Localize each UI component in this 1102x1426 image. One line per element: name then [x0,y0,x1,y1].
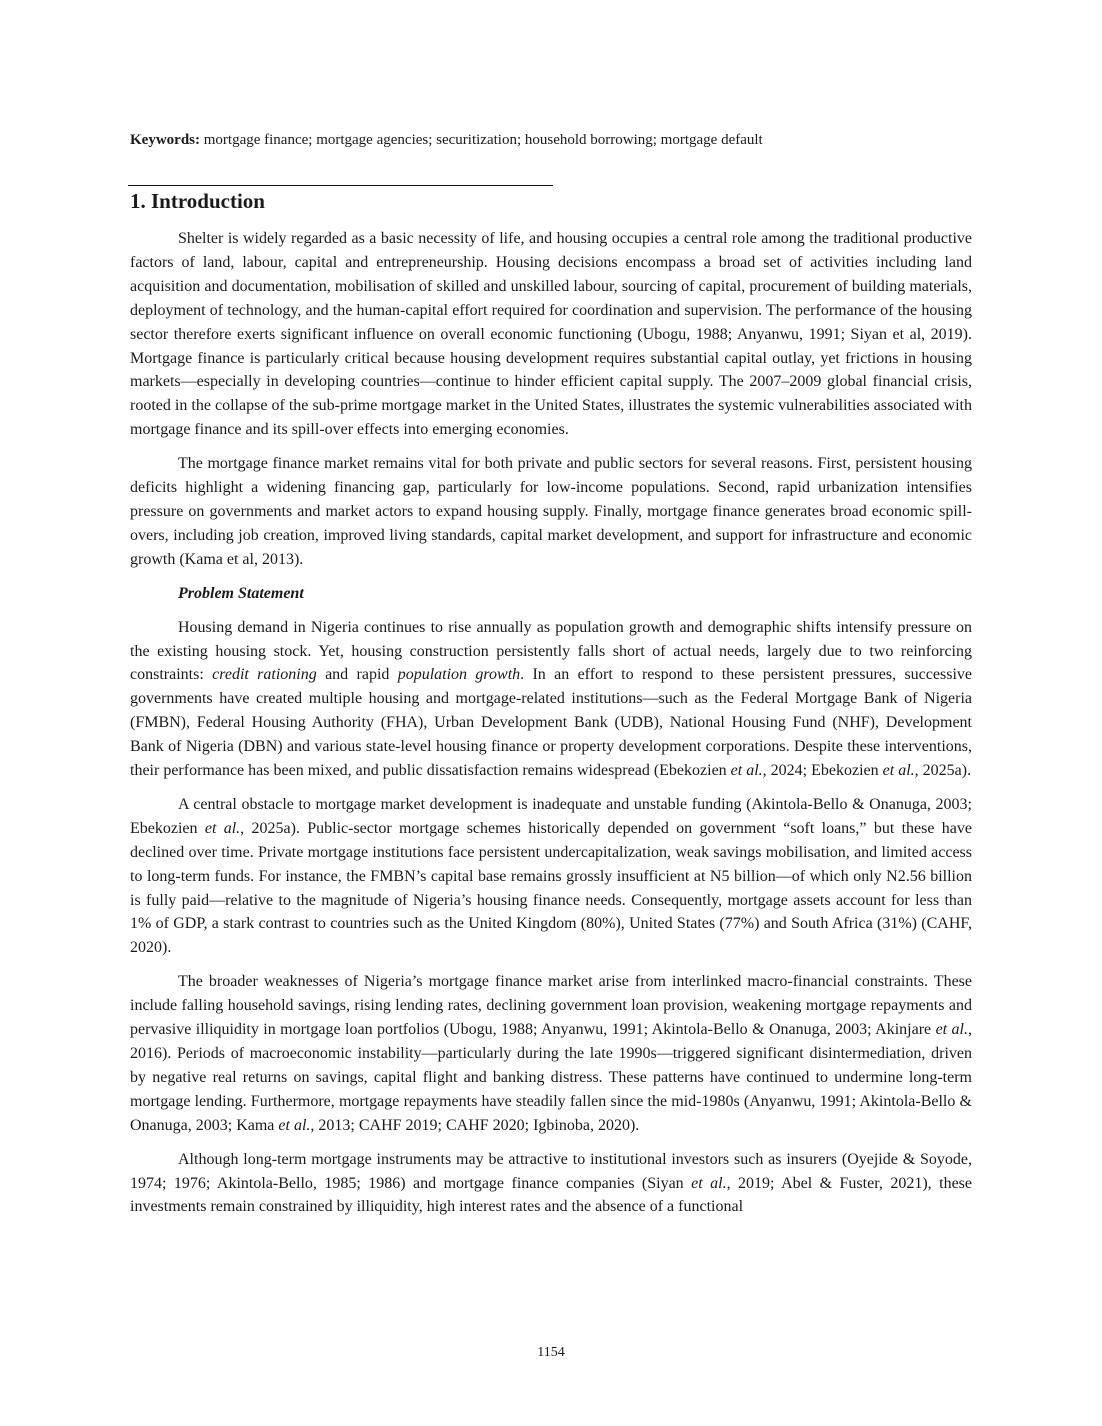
paragraph-3-text-a: Housing demand in Nigeria continues to rise annually as population growth and demographic shifts intensify pressure on the existing housing stock. Yet, housing construction persistently falls short of actual needs, largely due to two reinforcing constraints: [130,618,972,684]
paragraph-3-emphasis-2: population growth [397,666,521,684]
paragraph-2: The mortgage finance market remains vital for both private and public sectors for several reasons. First, persistent housing deficits highlight a widening financing gap, particularly for low-income populations. Second, rapid urbanization intensifies pressure on governments and market actors to expand housing supply. Finally, mortgage finance generates broad economic spill-overs, including job creation, improved living standards, capital market development, and support for infrastructure and economic growth (Kama et al, 2013). [130,455,972,568]
paragraph-5 [130,970,972,1137]
keywords-line [130,130,972,150]
subsection-heading: Problem Statement [178,584,304,602]
paragraph-5-emphasis-2: et al. [278,1116,311,1134]
paragraph-3-text-e: , 2025a). [914,762,972,780]
paragraph-4 [130,793,972,960]
paragraph-3-emphasis-4: et al. [882,762,915,780]
paragraph-3-emphasis-3: et al. [730,762,763,780]
paragraph-3-emphasis-1: credit rationing [212,666,317,684]
paragraph-5-text-a: The broader weaknesses of Nigeria’s mortgage finance market arise from interlinked macro-financial constraints. These include falling household savings, rising lending rates, declining government loan provision, weakening mortgage repayments and pervasive illiquidity in mortgage loan portfolios (Ubogu, 1988; Anyanwu, 1991; Akintola-Bello & Onanuga, 2003; Akinjare [130,973,972,1039]
paragraph-6-text-a: Although long-term mortgage instruments may be attractive to institutional investors such as insurers (Oyejide & Soyode, 1974; 1976; Akintola-Bello, 1985; 1986) and mortgage finance companies (Siyan [130,1150,972,1192]
section-body [130,227,972,1229]
paragraph-6-emphasis-1: et al. [691,1174,727,1192]
paragraph-6-text-b: , 2019; Abel & Fuster, 2021), these investments remain constrained by illiquidity, high interest rates and the absence of a functional [130,1174,973,1216]
document-page [130,0,972,1426]
paragraph-5-text-b: , 2016). Periods of macroeconomic instability—particularly during the late 1990s—triggered significant disintermediation, driven by negative real returns on savings, capital flight and banking distress. These patterns have continued to undermine long-term mortgage lending. Furthermore, mortgage repayments have steadily fallen since the mid-1980s (Anyanwu, 1991; Akintola-Bello & Onanuga, 2003; Kama [130,1021,972,1134]
paragraph-1: Shelter is widely regarded as a basic necessity of life, and housing occupies a central role among the traditional productive factors of land, labour, capital and entrepreneurship. Housing decisions encompass a broad set of activities including land acquisition and documentation, mobilisation of skilled and unskilled labour, sourcing of capital, procurement of building materials, deployment of technology, and the human-capital effort required for coordination and supervision. The performance of the housing sector therefore exerts significant influence on overall economic functioning (Ubogu, 1988; Anyanwu, 1991; Siyan et al, 2019). Mortgage finance is particularly critical because housing development requires substantial capital outlay, yet frictions in housing markets—especially in developing countries—continue to hinder efficient capital supply. The 2007–2009 global financial crisis, rooted in the collapse of the sub-prime mortgage market in the United States, illustrates the systemic vulnerabilities associated with mortgage finance and its spill-over effects into emerging economies. [130,230,972,439]
paragraph-3-text-b: and rapid [316,666,398,684]
paragraph-4-emphasis-1: et al. [204,819,241,837]
paragraph-4-text-a: A central obstacle to mortgage market development is inadequate and unstable funding (Akintola-Bello & Onanuga, 2003; Ebekozien [130,795,972,837]
keywords-label: Keywords: [130,132,200,148]
paragraph-3 [130,616,972,783]
paragraph-5-text-c: , 2013; CAHF 2019; CAHF 2020; Igbinoba, 2020). [310,1116,640,1134]
paragraph-3-text-d: , 2024; Ebekozien [762,762,883,780]
keywords-text: mortgage finance; mortgage agencies; securitization; household borrowing; mortgage default [203,132,763,148]
paragraph-4-text-b: , 2025a). Public-sector mortgage schemes historically depended on government “soft loans,” but these have declined over time. Private mortgage institutions face persistent undercapitalization, weak savings mobilisation, and limited access to long-term funds. For instance, the FMBN’s capital base remains grossly insufficient at N5 billion—of which only N2.56 billion is fully paid—relative to the magnitude of Nigeria’s housing finance needs. Consequently, mortgage assets account for less than 1% of GDP, a stark contrast to countries such as the United Kingdom (80%), United States (77%) and South Africa (31%) (CAHF, 2020). [130,819,972,957]
paragraph-5-emphasis-1: et al. [935,1021,968,1039]
paragraph-6 [130,1148,972,1220]
page-number: 1154 [537,1345,565,1360]
paragraph-3-text-c: . In an effort to respond to these persistent pressures, successive governments have created multiple housing and mortgage-related institutions—such as the Federal Mortgage Bank of Nigeria (FMBN), Federal Housing Authority (FHA), Urban Development Bank (UDB), National Housing Fund (NHF), Development Bank of Nigeria (DBN) and various state-level housing finance or property development corporations. Despite these interventions, their performance has been mixed, and public dissatisfaction remains widespread (Ebekozien [130,666,972,780]
section-divider [128,185,553,186]
section-heading: 1. Introduction [130,189,265,213]
